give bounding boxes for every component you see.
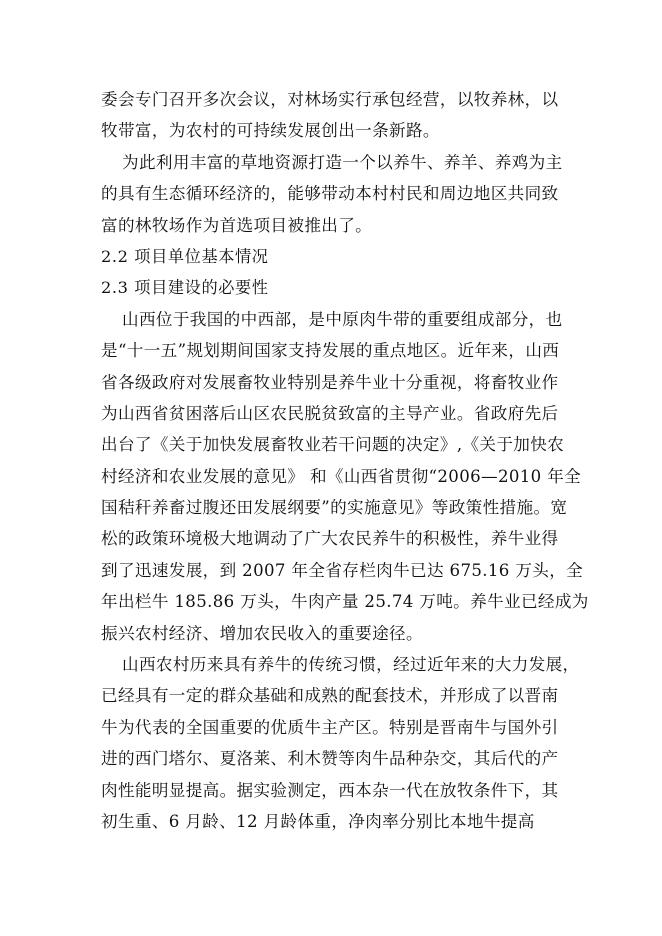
paragraph-line: 为山西省贫困落后山区农民脱贫致富的主导产业。省政府先后 — [101, 403, 559, 423]
paragraph-line: 进的西门塔尔、夏洛莱、利木赞等肉牛品种杂交，其后代的产 — [101, 749, 559, 769]
paragraph-line: 年出栏牛 185.86 万头，牛肉产量 25.74 万吨。养牛业已经成为 — [101, 592, 589, 612]
paragraph-line: 牛为代表的全国重要的优质牛主产区。特别是晋南牛与国外引 — [101, 717, 559, 737]
paragraph-line: 牧带富，为农村的可持续发展创出一条新路。 — [101, 121, 440, 141]
paragraph-line: 是“十一五”规划期间国家支持发展的重点地区。近年来，山西 — [101, 341, 560, 361]
paragraph-line: 肉性能明显提高。据实验测定，西本杂一代在放牧条件下，其 — [101, 780, 559, 800]
paragraph-line: 富的林牧场作为首选项目被推出了。 — [101, 215, 373, 235]
section-heading: 2.2 项目单位基本情况 — [101, 246, 269, 266]
paragraph-line: 出台了《关于加快发展畜牧业若干问题的决定》,《关于加快农 — [101, 435, 565, 455]
paragraph-line: 松的政策环境极大地调动了广大农民养牛的积极性，养牛业得 — [101, 529, 559, 549]
paragraph-line: 村经济和农业发展的意见》 和《山西省贯彻“2006—2010 年全 — [101, 466, 582, 486]
document-body — [101, 84, 589, 837]
paragraph-line: 到了迅速发展，到 2007 年全省存栏肉牛已达 675.16 万头，全 — [101, 560, 584, 580]
paragraph-line: 山西位于我国的中西部，是中原肉牛带的重要组成部分，也 — [122, 309, 563, 329]
section-heading: 2.3 项目建设的必要性 — [101, 278, 269, 298]
paragraph-line: 国秸秆养畜过腹还田发展纲要”的实施意见》等政策性措施。宽 — [101, 498, 568, 518]
paragraph-line: 为此利用丰富的草地资源打造一个以养牛、养羊、养鸡为主 — [122, 152, 563, 172]
paragraph-line: 省各级政府对发展畜牧业特别是养牛业十分重视，将畜牧业作 — [101, 372, 559, 392]
paragraph-line: 委会专门召开多次会议，对林场实行承包经营，以牧养林，以 — [101, 90, 559, 109]
paragraph-line: 振兴农村经济、增加农民收入的重要途径。 — [101, 623, 423, 643]
paragraph-line: 的具有生态循环经济的，能够带动本村村民和周边地区共同致 — [101, 184, 559, 204]
paragraph-line: 初生重、6 月龄、12 月龄体重，净肉率分别比本地牛提高 — [101, 811, 535, 831]
paragraph-line: 已经具有一定的群众基础和成熟的配套技术，并形成了以晋南 — [101, 686, 559, 706]
paragraph-line: 山西农村历来具有养牛的传统习惯，经过近年来的大力发展， — [122, 655, 580, 675]
